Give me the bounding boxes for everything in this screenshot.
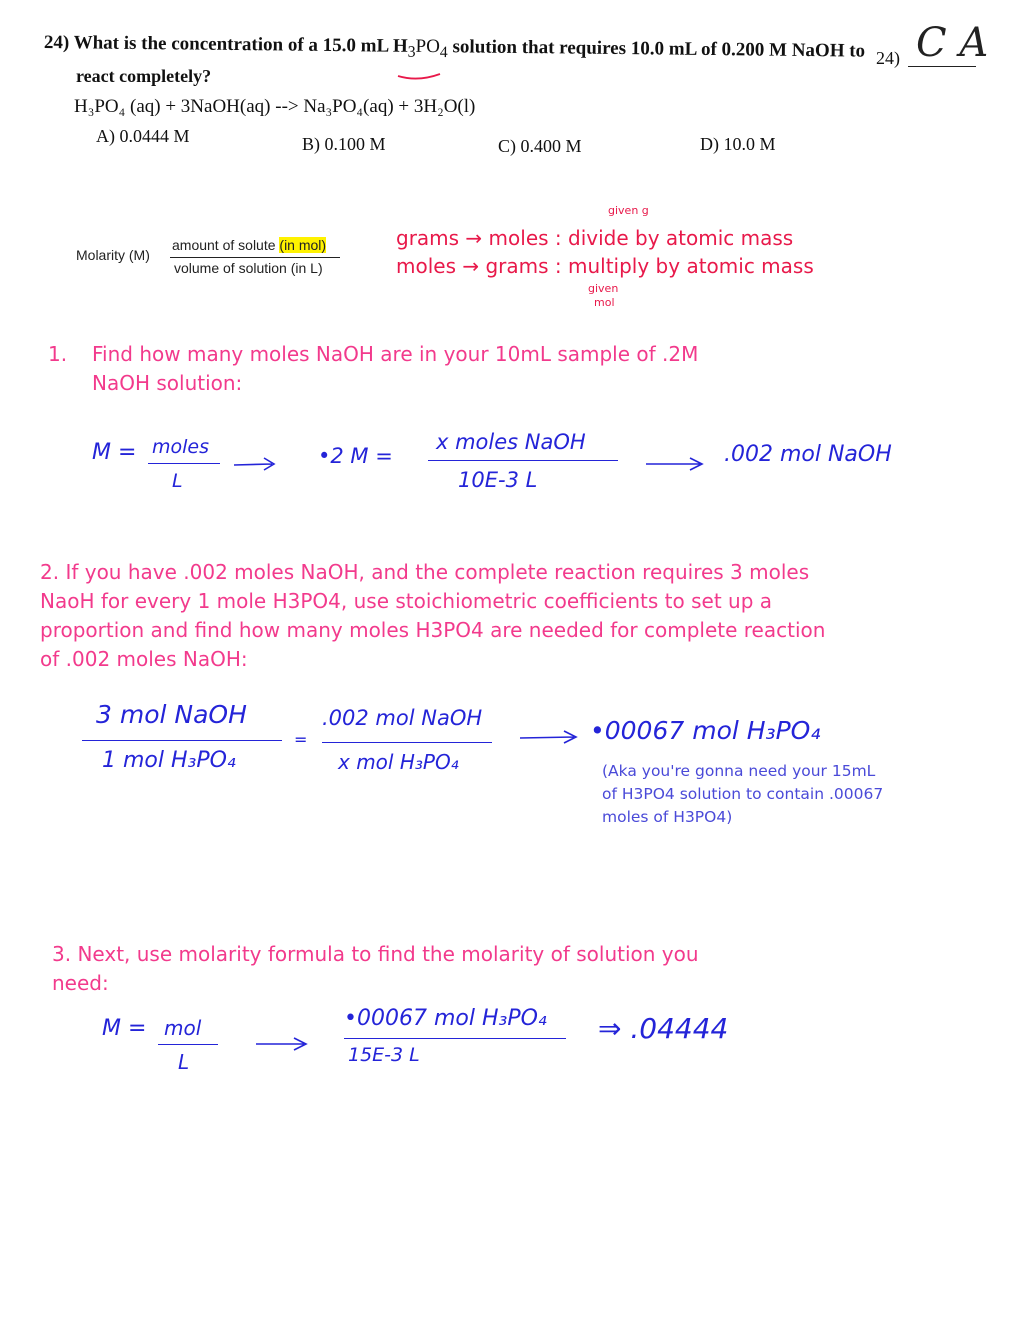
step2-hw-equals: = bbox=[294, 730, 308, 749]
step3-arrow bbox=[254, 1036, 312, 1052]
note-moles-to-grams: moles → grams : multiply by atomic mass bbox=[396, 254, 814, 278]
step3-hw-result: ⇒ .04444 bbox=[598, 1012, 729, 1045]
step2-text-line2: NaoH for every 1 mole H3PO4, use stoichiometric coefficients to set up a bbox=[40, 589, 773, 613]
note-given-g: given g bbox=[608, 204, 649, 217]
molarity-denominator: volume of solution (in L) bbox=[174, 260, 323, 276]
step2-fraction-bar-2 bbox=[322, 742, 492, 743]
step3-hw-num: •00067 mol H₃PO₄ bbox=[344, 1006, 547, 1031]
step3-hw-mol: mol bbox=[164, 1016, 202, 1040]
step1-text-line2: NaOH solution: bbox=[92, 371, 243, 395]
step2-note-line2: of H3PO4 solution to contain .00067 bbox=[602, 785, 884, 803]
step1-hw-result: .002 mol NaOH bbox=[724, 442, 892, 467]
choice-a: A) 0.0444 M bbox=[96, 126, 190, 146]
step1-fraction-bar-1 bbox=[148, 463, 220, 464]
step1-hw-vol: 10E-3 L bbox=[458, 468, 538, 492]
choice-d: D) 10.0 M bbox=[700, 134, 776, 154]
question-title: 24) What is the concentration of a 15.0 mL $H_3PO_4$ solution that requires 10.0 mL of 0.200 M NaOH to bbox=[43, 32, 866, 62]
step2-note-line3: moles of H3PO4) bbox=[602, 808, 733, 826]
step1-hw-l: L bbox=[172, 470, 183, 492]
note-mol: mol bbox=[594, 296, 615, 309]
step1-hw-2m: •2 M = bbox=[318, 444, 393, 468]
step2-arrow bbox=[518, 730, 582, 746]
highlight-in-mol: (in mol) bbox=[279, 237, 327, 253]
reaction-equation: H₃PO₄ (aq) + 3NaOH(aq) --> Na₃PO₄(aq) + 3H₂O(l) bbox=[74, 96, 476, 117]
answer-number: 24) bbox=[876, 48, 900, 68]
answer-handwritten: C A bbox=[916, 20, 989, 66]
step2-text-line3: proportion and find how many moles H3PO4 are needed for complete reaction bbox=[40, 618, 826, 642]
h3po4-underline bbox=[396, 70, 446, 84]
step1-hw-m: M = bbox=[92, 440, 137, 465]
step3-fraction-bar-1 bbox=[158, 1044, 218, 1045]
note-grams-to-moles: grams → moles : divide by atomic mass bbox=[396, 226, 794, 250]
step2-hw-3mol: 3 mol NaOH bbox=[96, 700, 247, 729]
choice-b: B) 0.100 M bbox=[302, 134, 386, 154]
step2-text-line4: of .002 moles NaOH: bbox=[40, 647, 248, 671]
answer-blank bbox=[908, 66, 976, 67]
step1-arrow-2 bbox=[644, 456, 708, 472]
step2-hw-1mol: 1 mol H₃PO₄ bbox=[102, 748, 236, 773]
step1-number: 1. bbox=[48, 342, 68, 366]
step3-text-line2: need: bbox=[52, 971, 109, 995]
question-line2: react completely? bbox=[76, 66, 212, 86]
step3-hw-den: 15E-3 L bbox=[348, 1044, 420, 1066]
step2-fraction-bar-1 bbox=[82, 740, 282, 741]
step3-fraction-bar-2 bbox=[344, 1038, 566, 1039]
note-given: given bbox=[588, 282, 619, 295]
molarity-label: Molarity (M) bbox=[76, 247, 150, 263]
molarity-fraction-bar bbox=[170, 257, 340, 258]
step1-arrow-1 bbox=[232, 456, 282, 472]
step2-note-line1: (Aka you're gonna need your 15mL bbox=[602, 762, 876, 780]
step1-hw-xmoles: x moles NaOH bbox=[436, 430, 586, 454]
step3-text-line1: 3. Next, use molarity formula to find the molarity of solution you bbox=[52, 942, 699, 966]
molarity-numerator: amount of solute (in mol) bbox=[172, 237, 327, 253]
step3-hw-l: L bbox=[178, 1050, 190, 1074]
step1-fraction-bar-2 bbox=[428, 460, 618, 461]
step2-text-line1: 2. If you have .002 moles NaOH, and the complete reaction requires 3 moles bbox=[40, 560, 810, 584]
step1-text-line1: Find how many moles NaOH are in your 10mL sample of .2M bbox=[92, 342, 699, 366]
step3-hw-m: M = bbox=[102, 1016, 147, 1041]
step2-hw-result: •00067 mol H₃PO₄ bbox=[590, 716, 821, 745]
step2-hw-002: .002 mol NaOH bbox=[322, 706, 483, 730]
choice-c: C) 0.400 M bbox=[498, 136, 582, 156]
step2-hw-xmol: x mol H₃PO₄ bbox=[338, 750, 459, 774]
step1-hw-moles: moles bbox=[152, 436, 209, 458]
